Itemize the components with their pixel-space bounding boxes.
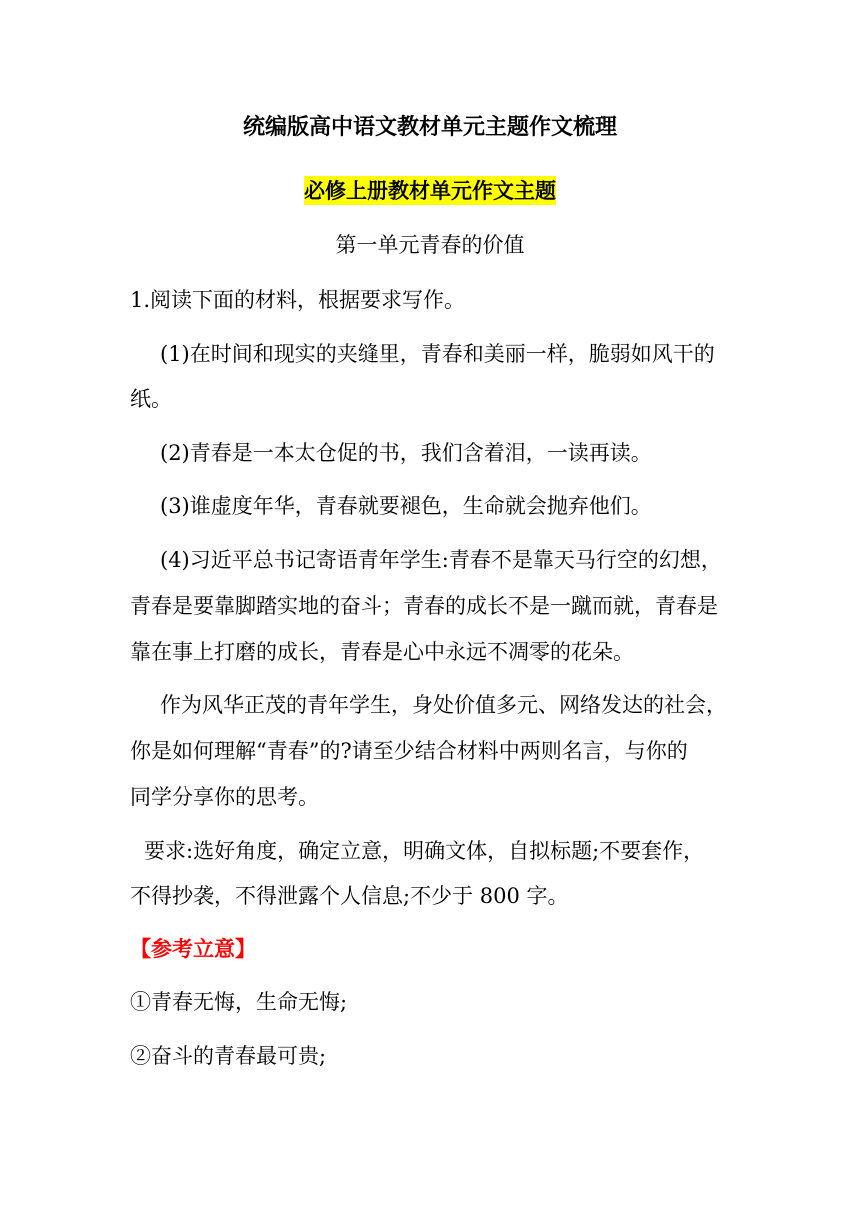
prompt-line-1: 作为风华正茂的青年学生，身处价值多元、网络发达的社会，	[160, 693, 727, 717]
reference-heading: 【参考立意】	[130, 936, 256, 961]
question-intro: 1.阅读下面的材料，根据要求写作。	[130, 288, 466, 312]
item-4-line-1: (4)习近平总书记寄语青年学生:青春不是靠天马行空的幻想，	[160, 548, 722, 572]
item-2-line-1: (2)青春是一本太仓促的书，我们含着泪，一读再读。	[160, 441, 652, 465]
prompt-line-3: 同学分享你的思考。	[130, 785, 319, 809]
subtitle-highlight: 必修上册教材单元作文主题	[304, 178, 556, 203]
item-1-line-1: (1)在时间和现实的夹缝里，青春和美丽一样，脆弱如风干的	[160, 342, 715, 366]
item-4-line-3: 靠在事上打磨的成长，青春是心中永远不凋零的花朵。	[130, 640, 634, 664]
requirements-line-2: 不得抄袭，不得泄露个人信息;不少于 800 字。	[130, 884, 569, 908]
item-4-line-2: 青春是要靠脚踏实地的奋斗；青春的成长不是一蹴而就，青春是	[130, 594, 718, 618]
reference-point-2: ②奋斗的青春最可贵;	[130, 1044, 327, 1068]
prompt-line-2: 你是如何理解“青春”的?请至少结合材料中两则名言，与你的	[130, 739, 688, 763]
requirements-line-1: 要求:选好角度，确定立意，明确文体，自拟标题;不要套作，	[144, 839, 705, 863]
item-3-line-1: (3)谁虚度年华，青春就要褪色，生命就会抛弃他们。	[160, 494, 652, 518]
document-title: 统编版高中语文教材单元主题作文梳理	[242, 114, 617, 140]
reference-point-1: ①青春无悔，生命无悔;	[130, 990, 348, 1014]
document-subtitle	[0, 176, 860, 206]
item-1-line-2: 纸。	[130, 387, 172, 411]
unit-heading: 第一单元青春的价值	[335, 233, 525, 257]
